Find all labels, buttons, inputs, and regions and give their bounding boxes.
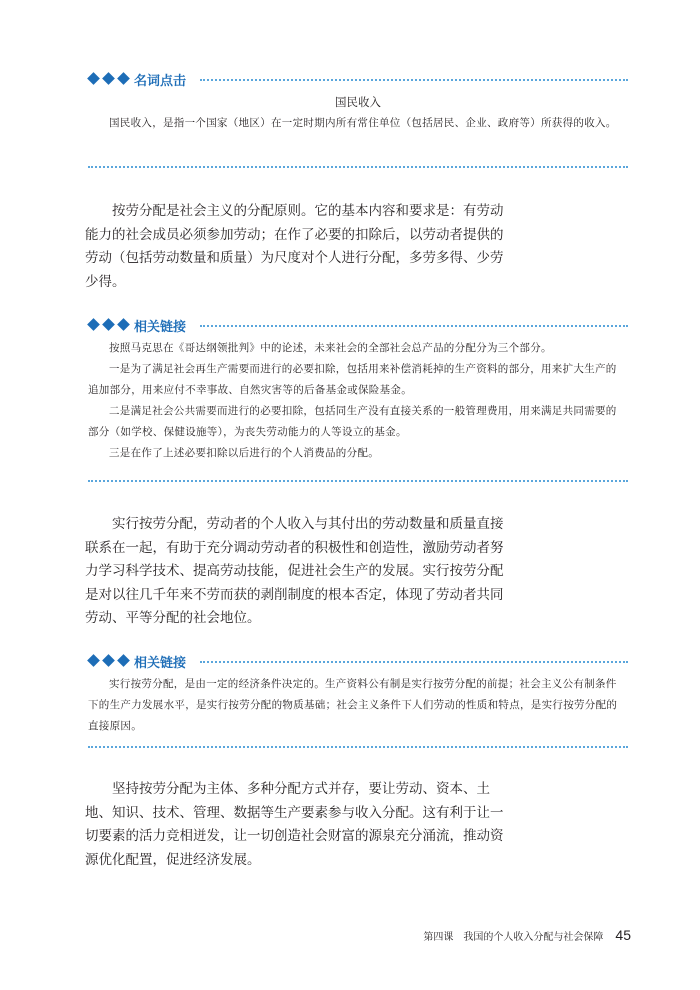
related-link-label: 相关链接 [134,320,187,335]
term-box-label: 名词点击 [134,74,187,89]
related-link-header [88,652,628,670]
page-footer [383,925,631,945]
term-box-header [88,70,628,88]
divider-dotted [88,480,628,482]
divider-dotted [200,661,628,663]
body-paragraph: 实行按劳分配，劳动者的个人收入与其付出的劳动数量和质量直接联系在一起，有助于充分调动劳动者的积极性和创造性，激励劳动者努力学习科学技术、提高劳动技能，促进社会生产的发展。实行按劳分配是对以往几千年来不劳而获的剥削制度的根本否定，体现了劳动者共同劳动、平等分配的社会地位。 [85,516,504,626]
related-link-label: 相关链接 [134,656,187,671]
diamond-bullets-icon [88,654,129,667]
related-link-paragraph: 实行按劳分配，是由一定的经济条件决定的。生产资料公有制是实行按劳分配的前提；社会主义公有制条件下的生产力发展水平，是实行按劳分配的物质基础；社会主义条件下人们劳动的性质和特点，是实行按劳分配的直接原因。 [88,678,618,732]
page-number: 45 [615,927,631,943]
related-link-box [88,652,628,752]
term-subtitle: 国民收入 [335,95,381,109]
related-link-header [88,316,628,334]
term-box [88,70,628,170]
body-paragraph: 按劳分配是社会主义的分配原则。它的基本内容和要求是：有劳动能力的社会成员必须参加劳动；在作了必要的扣除后，以劳动者提供的劳动（包括劳动数量和质量）为尺度对个人进行分配，多劳多得、少劳少得。 [85,203,504,290]
related-link-line: 三是在作了上述必要扣除以后进行的个人消费品的分配。 [109,447,379,459]
term-definition: 国民收入，是指一个国家（地区）在一定时期内所有常住单位（包括居民、企业、政府等）所获得的收入。 [109,117,617,129]
related-link-line: 一是为了满足社会再生产需要而进行的必要扣除，包括用来补偿消耗掉的生产资料的部分，用来扩大生产的追加部分，用来应付不幸事故、自然灾害等的后备基金或保险基金。 [88,363,617,396]
diamond-bullets-icon [88,72,129,85]
lesson-title: 第四课 我国的个人收入分配与社会保障 [423,931,604,943]
related-link-line: 按照马克思在《哥达纲领批判》中的论述，未来社会的全部社会总产品的分配分为三个部分。 [109,342,552,354]
divider-dotted [88,746,628,748]
diamond-bullets-icon [88,318,129,331]
body-paragraph: 坚持按劳分配为主体、多种分配方式并存，要让劳动、资本、土地、知识、技术、管理、数据等生产要素参与收入分配。这有利于让一切要素的活力竞相迸发，让一切创造社会财富的源泉充分涌流，推动资源优化配置，促进经济发展。 [85,781,504,868]
divider-dotted [200,325,628,327]
related-link-line: 二是满足社会公共需要而进行的必要扣除，包括同生产没有直接关系的一般管理费用，用来满足共同需要的部分（如学校、保健设施等），为丧失劳动能力的人等设立的基金。 [88,405,617,438]
divider-dotted [200,79,628,81]
divider-dotted [88,166,628,168]
related-link-box [88,316,628,484]
